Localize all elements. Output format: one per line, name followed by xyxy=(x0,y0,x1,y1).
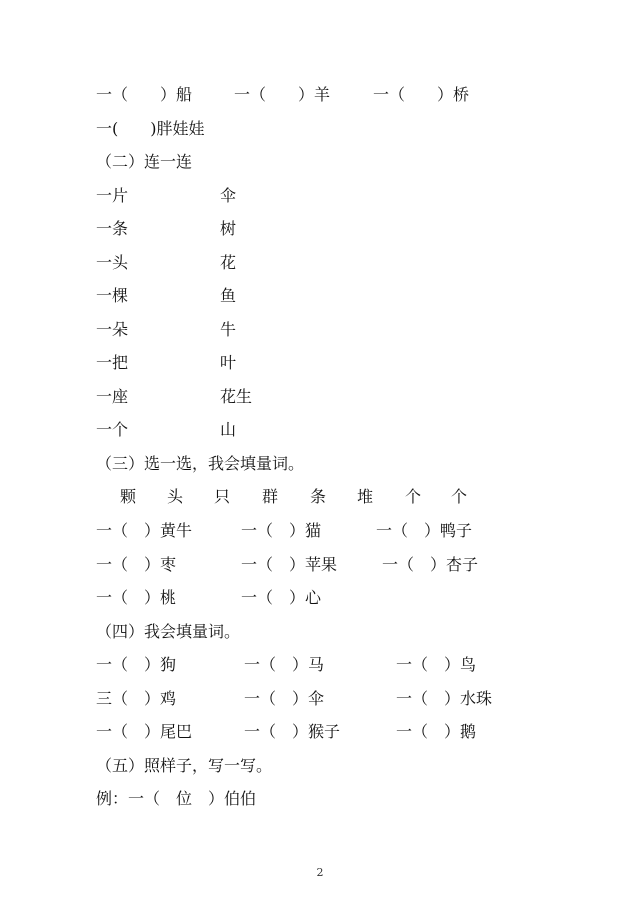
word-bank-item: 头 xyxy=(167,487,184,506)
fill-item: 一（ ）杏子 xyxy=(382,555,479,574)
fill-item: 一（ ）鹅 xyxy=(396,722,477,741)
fill-item: 一（ ）尾巴 xyxy=(96,722,193,741)
fill-item: 一（ ）黄牛 xyxy=(96,521,193,540)
match-left: 一把 xyxy=(96,353,129,372)
match-right: 花生 xyxy=(220,387,253,406)
fill-item: 一（ ）伞 xyxy=(244,689,325,708)
match-left: 一头 xyxy=(96,253,129,272)
fill-item-bridge: 一（ ）桥 xyxy=(373,85,470,104)
fill-item: 一（ ）马 xyxy=(244,655,325,674)
match-left: 一条 xyxy=(96,219,129,238)
section4-heading: （四）我会填量词。 xyxy=(96,622,241,641)
match-right: 鱼 xyxy=(220,286,237,305)
fill-item: 三（ ）鸡 xyxy=(96,689,177,708)
fill-item: 一（ ）猫 xyxy=(241,521,322,540)
section3-heading: （三）选一选，我会填量词。 xyxy=(96,454,305,473)
match-left: 一座 xyxy=(96,387,129,406)
word-bank-item: 个 xyxy=(451,487,468,506)
fill-item: 一（ ）桃 xyxy=(96,588,177,607)
word-bank-item: 只 xyxy=(214,487,231,506)
word-bank-item: 堆 xyxy=(357,487,374,506)
fill-item: 一（ ）鸟 xyxy=(396,655,477,674)
fill-item: 一（ ）鸭子 xyxy=(376,521,473,540)
match-right: 树 xyxy=(220,219,237,238)
fill-item: 一（ ）狗 xyxy=(96,655,177,674)
section2-heading: （二）连一连 xyxy=(96,152,193,171)
word-bank-item: 条 xyxy=(310,487,327,506)
word-bank-item: 个 xyxy=(405,487,422,506)
fill-item-boat: 一（ ）船 xyxy=(96,85,193,104)
fill-item-sheep: 一（ ）羊 xyxy=(234,85,331,104)
fill-item: 一（ ）枣 xyxy=(96,555,177,574)
match-right: 叶 xyxy=(220,353,237,372)
fill-item: 一（ ）苹果 xyxy=(241,555,338,574)
fill-item: 一（ ）心 xyxy=(241,588,322,607)
match-left: 一棵 xyxy=(96,286,129,305)
match-right: 花 xyxy=(220,253,237,272)
section5-heading: （五）照样子，写一写。 xyxy=(96,756,273,775)
match-left: 一个 xyxy=(96,420,129,439)
example-line: 例：一（ 位 ）伯伯 xyxy=(96,789,257,808)
fill-item: 一（ ）猴子 xyxy=(244,722,341,741)
match-right: 山 xyxy=(220,420,237,439)
fill-item: 一（ ）水珠 xyxy=(396,689,493,708)
word-bank-item: 群 xyxy=(262,487,279,506)
match-right: 牛 xyxy=(220,320,237,339)
match-left: 一朵 xyxy=(96,320,129,339)
match-left: 一片 xyxy=(96,186,129,205)
fill-item-doll: 一( )胖娃娃 xyxy=(96,119,205,138)
match-right: 伞 xyxy=(220,186,237,205)
page-number: 2 xyxy=(316,866,324,879)
word-bank-item: 颗 xyxy=(120,487,137,506)
